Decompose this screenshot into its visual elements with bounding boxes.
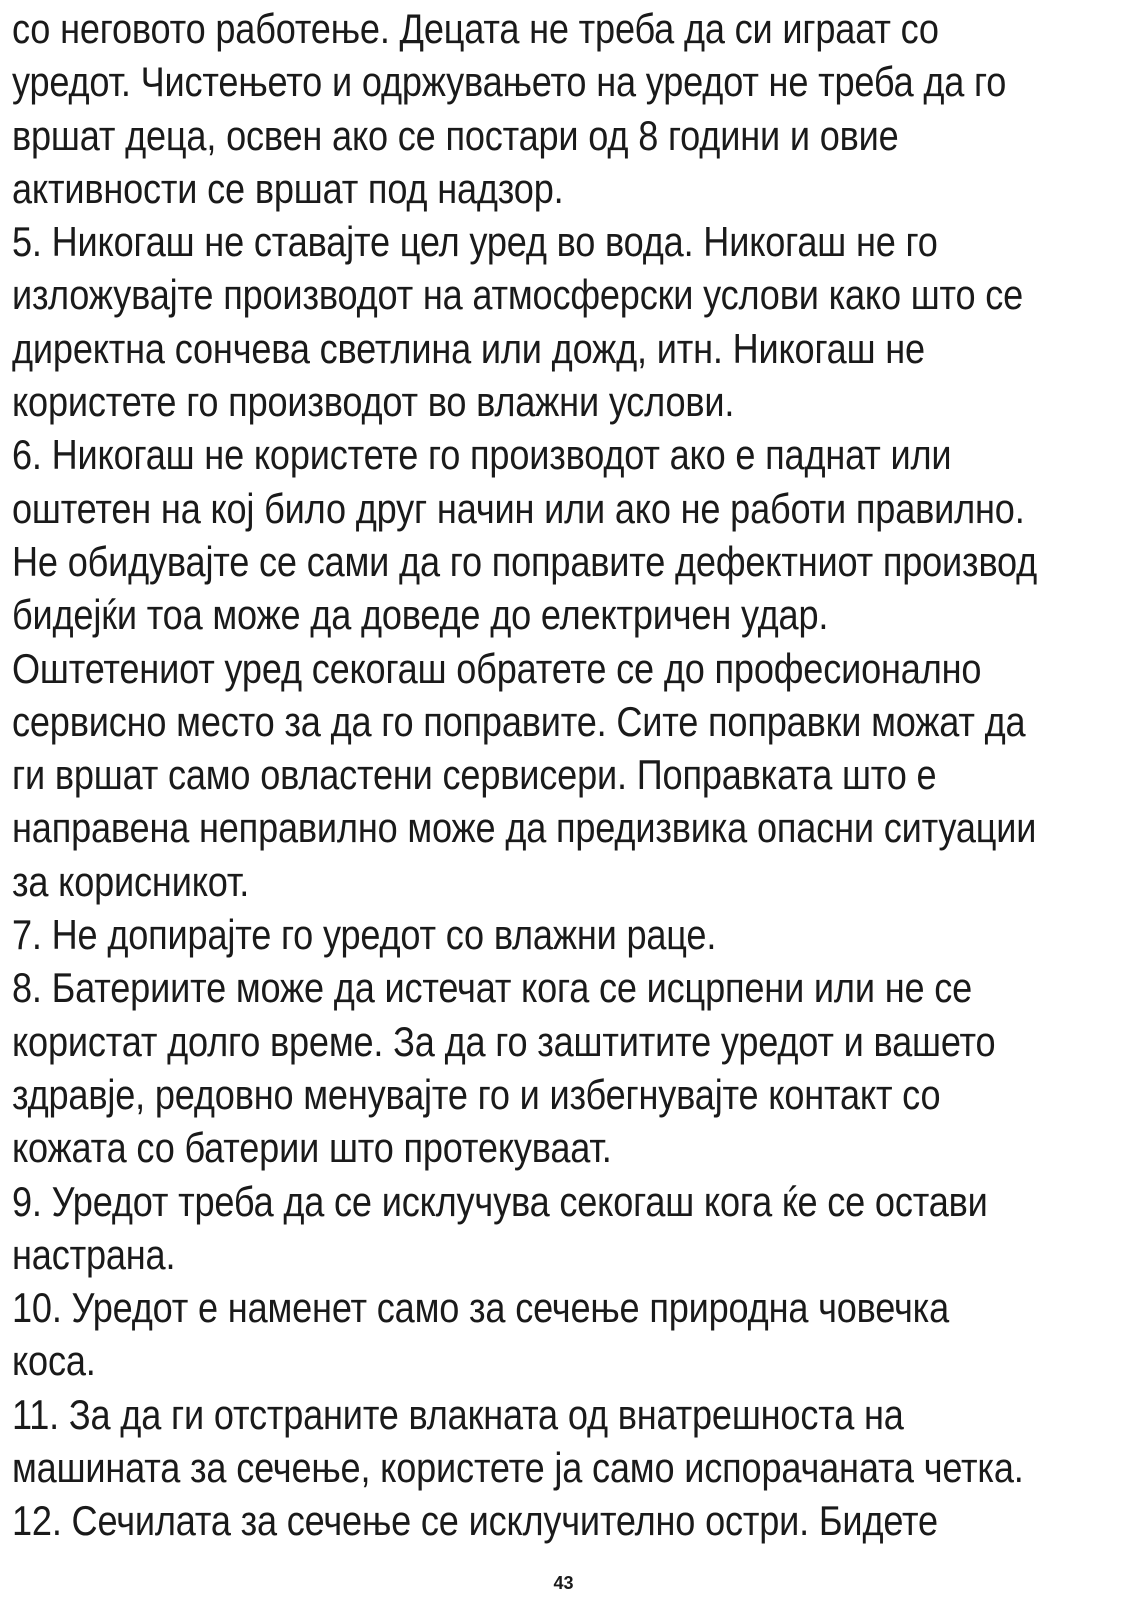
text-line: директна сончева светлина или дожд, итн. Никогаш не [12, 324, 925, 372]
text-line: здравје, редовно менувајте го и избегнувајте контакт со [12, 1070, 941, 1118]
text-line: направена неправилно може да предизвика опасни ситуации [12, 804, 1037, 852]
text-line: 11. За да ги отстраните влакната од внатрешноста на [12, 1390, 904, 1438]
text-line: користете го производот во влажни услови. [12, 378, 735, 426]
text-line: 9. Уредот треба да се исклучува секогаш кога ќе се остави [12, 1177, 988, 1225]
text-line: оштетен на кој било друг начин или ако не работи правилно. [12, 484, 1025, 532]
text-line: со неговото работење. Децата не треба да си играат со [12, 5, 939, 52]
text-line: 12. Сечилата за сечење се исклучително остри. Бидете [12, 1497, 938, 1545]
text-line: 10. Уредот е наменет само за сечење природна човечка [12, 1284, 950, 1332]
text-line: 8. Батериите може да истечат кога се исцрпени или не се [12, 964, 973, 1012]
text-line: користат долго време. За да го заштитите уредот и вашето [12, 1017, 996, 1065]
text-line: изложувајте производот на атмосферски услови како што се [12, 271, 1024, 319]
text-line: бидејќи тоа може да доведе до електричен удар. [12, 591, 829, 639]
text-line: активности се вршат под надзор. [12, 164, 564, 212]
text-line: уредот. Чистењето и одржувањето на уредот не треба да го [12, 58, 1007, 106]
text-line: 6. Никогаш не користете го производот ако е паднат или [12, 431, 952, 479]
document-body [12, 2, 1117, 1548]
text-line: кожата со батерии што протекуваат. [12, 1124, 612, 1172]
text-line: вршат деца, освен ако се постари од 8 години и овие [12, 111, 899, 159]
text-line: 5. Никогаш не ставајте цел уред во вода. Никогаш не го [12, 218, 938, 266]
text-line: сервисно место за да го поправите. Сите поправки можат да [12, 697, 1026, 745]
text-line: машината за сечење, користете ја само испорачаната четка. [12, 1444, 1024, 1492]
text-line: 7. Не допирајте го уредот со влажни раце. [12, 911, 717, 959]
text-line: коса. [12, 1337, 96, 1385]
text-line: Не обидувајте се сами да го поправите дефектниот производ [12, 537, 1038, 585]
text-line: настрана. [12, 1230, 176, 1278]
text-line: за корисникот. [12, 857, 250, 905]
text-line: ги вршат само овластени сервисери. Поправката што е [12, 751, 937, 799]
text-line: Оштетениот уред секогаш обратете се до професионално [12, 644, 982, 692]
page-number: 43 [553, 1573, 574, 1593]
